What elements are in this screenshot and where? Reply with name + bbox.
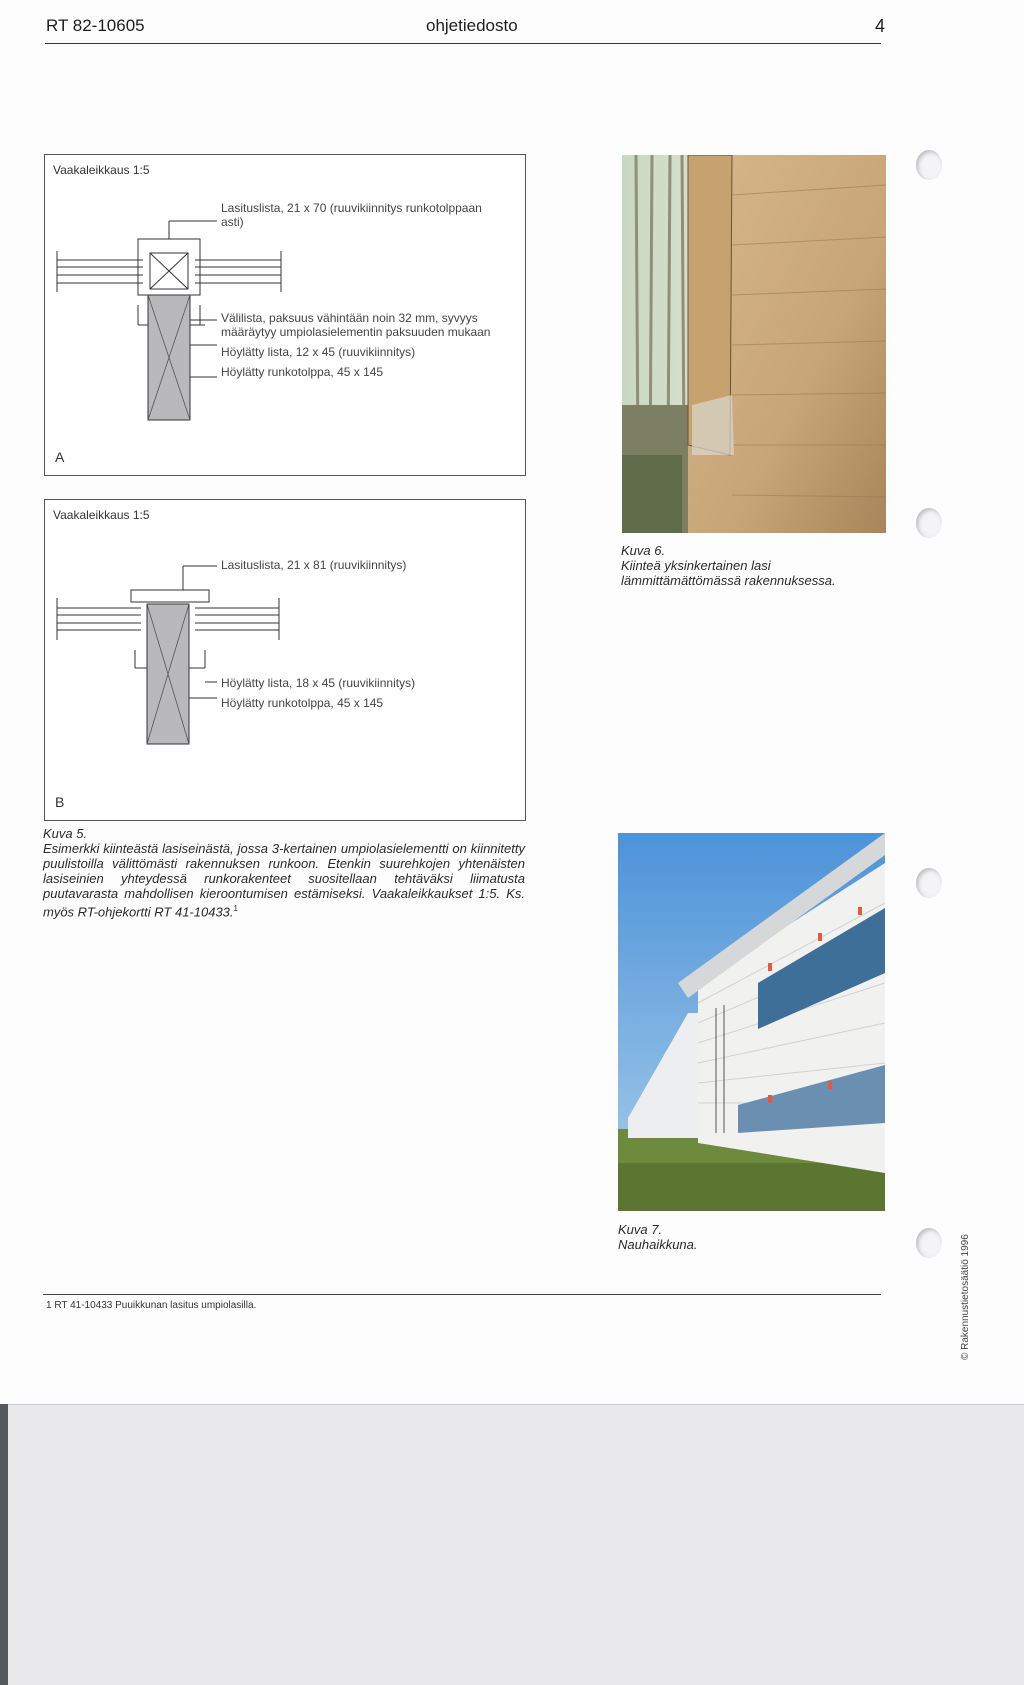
header-rule bbox=[45, 43, 881, 44]
kuva5-footnote-ref: 1 bbox=[233, 904, 238, 913]
kuva6-photo bbox=[622, 155, 886, 533]
callout-b-glazing-bead: Lasituslista, 21 x 81 (ruuvikiinnitys) bbox=[221, 558, 407, 572]
binder-hole bbox=[916, 1228, 942, 1258]
callout-a-spacer-strip: Välilista, paksuus vähintään noin 32 mm, syvyys määräytyy umpiolasielementin paksuuden mukaan bbox=[221, 311, 491, 339]
callout-a-glazing-bead: Lasituslista, 21 x 70 (ruuvikiinnitys runkotolppaan asti) bbox=[221, 201, 482, 229]
binder-hole bbox=[916, 508, 942, 538]
callout-b-planed-stud: Höylätty runkotolppa, 45 x 145 bbox=[221, 696, 384, 710]
kuva7-caption bbox=[618, 1222, 768, 1252]
scanner-edge bbox=[0, 1404, 8, 1685]
section-drawing-a bbox=[44, 154, 526, 476]
footnote-rule bbox=[43, 1294, 881, 1295]
kuva6-label: Kuva 6. bbox=[621, 543, 666, 558]
page-number: 4 bbox=[875, 16, 886, 36]
section-drawing-b bbox=[44, 499, 526, 821]
footnote: 1 RT 41-10433 Puuikkunan lasitus umpiolasilla. bbox=[46, 1300, 257, 1311]
wooden-wall-image bbox=[622, 155, 886, 533]
callout-a-planed-strip: Höylätty lista, 12 x 45 (ruuvikiinnitys) bbox=[221, 345, 416, 359]
kuva5-text: Esimerkki kiinteästä lasiseinästä, jossa 3-kertainen umpiolasielementti on kiinnitetty puulistoilla välittömästi rakennuksen runkoon. Etenkin suurehkojen yhtenäisten lasiseinien yhteydessä runkorakenteet suositellaan tehtäväksi liimatusta puutavarasta mahdollisen kieroontumisen estämiseksi. Vaakaleikkaukset 1:5. Ks. myös RT-ohjekortti RT 41-10433. bbox=[43, 841, 525, 920]
kuva6-text: Kiinteä yksinkertainen lasi lämmittämättömässä rakennuksessa. bbox=[621, 558, 836, 588]
kuva6-caption bbox=[621, 543, 886, 588]
document-category: ohjetiedosto bbox=[426, 16, 518, 35]
drawing-b-graphic bbox=[45, 500, 525, 820]
drawing-a-title: Vaakaleikkaus 1:5 bbox=[53, 163, 150, 177]
copyright-notice: © Rakennustietosäätiö 1996 bbox=[960, 1234, 971, 1360]
drawing-b-letter: B bbox=[55, 794, 65, 810]
callout-b-planed-strip: Höylätty lista, 18 x 45 (ruuvikiinnitys) bbox=[221, 676, 416, 690]
document-code: RT 82-10605 bbox=[46, 16, 145, 35]
callout-a-planed-stud: Höylätty runkotolppa, 45 x 145 bbox=[221, 365, 384, 379]
drawing-a-letter: A bbox=[55, 449, 65, 465]
binder-hole bbox=[916, 868, 942, 898]
building-image bbox=[618, 833, 885, 1211]
kuva7-text: Nauhaikkuna. bbox=[618, 1237, 698, 1252]
kuva7-label: Kuva 7. bbox=[618, 1222, 663, 1237]
kuva5-caption bbox=[43, 826, 525, 919]
kuva7-photo bbox=[618, 833, 885, 1211]
drawing-b-title: Vaakaleikkaus 1:5 bbox=[53, 508, 150, 522]
binder-hole bbox=[916, 150, 942, 180]
kuva5-label: Kuva 5. bbox=[43, 826, 88, 841]
